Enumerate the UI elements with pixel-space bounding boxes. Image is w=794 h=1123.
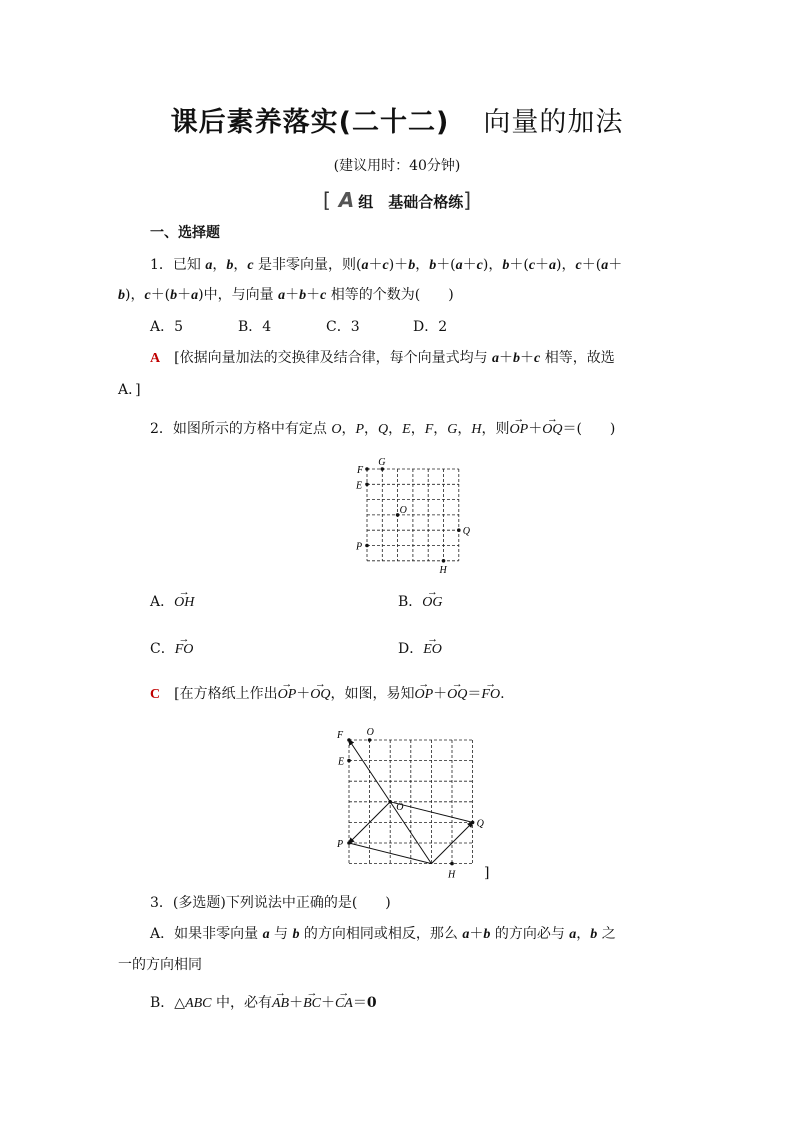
text-segment: a (492, 351, 500, 366)
text-segment: ＋ (177, 287, 192, 303)
text-segment: ＝ (352, 995, 367, 1011)
text-segment: a (455, 258, 463, 273)
q1-option-d (413, 318, 447, 336)
text-segment: b (226, 258, 234, 273)
text-segment: D．2 (413, 319, 448, 335)
section-heading: 一、选择题 (150, 225, 220, 241)
q2-option-b (398, 593, 443, 612)
text-segment: c (575, 258, 582, 273)
text-segment: 0 (366, 995, 377, 1011)
point-label: E (338, 756, 345, 768)
text-segment: ＝ (467, 686, 482, 702)
q1-stem-line1 (150, 256, 622, 275)
q2-option-a (150, 593, 194, 612)
q3-option-b (150, 994, 377, 1013)
bracket-close: ] (463, 188, 472, 212)
text-segment: ， (576, 926, 591, 942)
text-segment: 相等的个数为( ) (326, 287, 454, 303)
text-segment: ＋ (608, 257, 623, 273)
grid-figure-question (345, 455, 485, 580)
text-segment: a (205, 258, 213, 273)
point-marker (365, 483, 369, 487)
vector-notation: → FO (481, 686, 500, 704)
text-segment: b (429, 258, 437, 273)
point-label: G (378, 457, 386, 468)
text-segment: 的方向必与 (490, 926, 570, 942)
vector-notation: → OP (510, 421, 529, 439)
text-segment: ＋ (368, 257, 383, 273)
text-segment: c (528, 258, 536, 273)
grid-figure-solution (330, 722, 495, 882)
text-segment: a (601, 258, 609, 273)
text-segment: b (299, 288, 307, 303)
vector-notation: → OG (422, 594, 442, 612)
text-segment: b (483, 927, 491, 942)
text-segment: ， (388, 421, 403, 437)
point-marker (365, 467, 369, 471)
text-segment: G (447, 422, 458, 437)
text-segment: ＋ (462, 257, 477, 273)
text-segment: ＋( (436, 257, 456, 273)
point-label: P (356, 541, 363, 553)
vector-notation: → OP (415, 686, 434, 704)
answer-letter: A (150, 351, 161, 366)
text-segment: c (320, 288, 327, 303)
title-topic: 向量的加法 (483, 107, 624, 138)
text-segment: ＋ (289, 995, 304, 1011)
text-segment: ＋( (581, 257, 602, 273)
text-segment: ] (484, 865, 490, 881)
text-segment: b (408, 258, 416, 273)
text-segment: ＋ (296, 686, 311, 702)
text-segment: a (462, 927, 470, 942)
q1-answer (150, 349, 615, 368)
text-segment: ，则 (481, 421, 510, 437)
vector-notation: → OQ (447, 686, 467, 704)
text-segment: A． (150, 594, 175, 610)
text-segment: H (471, 422, 482, 437)
point-marker (365, 544, 369, 548)
text-segment: 是非零向量，则( (253, 257, 362, 273)
point-label: P (337, 839, 344, 850)
text-segment: 与 (269, 926, 293, 942)
text-segment: A．5 (150, 319, 184, 335)
point-label: O (399, 504, 407, 516)
point-marker (347, 759, 351, 763)
text-segment: ， (212, 257, 227, 273)
text-segment: B． (398, 594, 423, 610)
text-segment: Q (378, 422, 389, 437)
text-segment: ＋( (509, 257, 529, 273)
text-segment: [在方格纸上作出 (160, 686, 278, 702)
text-segment: c (476, 258, 483, 273)
text-segment: a (549, 258, 557, 273)
text-segment: ＋ (285, 287, 300, 303)
text-segment: )中，与向量 (198, 287, 279, 303)
text-segment: ＋ (499, 350, 514, 366)
point-label: F (357, 465, 364, 476)
text-segment: . (500, 686, 505, 702)
text-segment: ， (415, 257, 430, 273)
vector-notation: → OP (278, 686, 297, 704)
group-header (0, 188, 794, 212)
point-marker (457, 528, 461, 532)
text-segment: ABC (185, 996, 212, 1011)
text-segment: b (292, 927, 300, 942)
text-segment: ＋ (433, 686, 448, 702)
text-segment: 中，必有 (211, 995, 272, 1011)
text-segment: c (382, 258, 389, 273)
text-segment: P (355, 422, 365, 437)
point-label: O (366, 727, 374, 738)
text-segment: 1．已知 (150, 257, 206, 273)
vector-notation: → BC (303, 995, 321, 1013)
text-segment: )， (125, 287, 145, 303)
q2-stem (150, 420, 615, 439)
text-segment: ＋ (535, 257, 550, 273)
text-segment: )＋ (388, 257, 409, 273)
text-segment: c (534, 351, 541, 366)
text-segment: c (144, 288, 151, 303)
text-segment: ， (457, 421, 472, 437)
vector-notation: → FO (175, 641, 194, 659)
point-label: Q (476, 818, 484, 830)
q2-option-c (150, 640, 193, 659)
text-segment: 3．(多选题)下列说法中正确的是( ) (150, 895, 391, 911)
text-segment: a (278, 288, 286, 303)
page-title (0, 100, 794, 139)
text-segment: b (590, 927, 598, 942)
point-label: F (337, 730, 344, 741)
text-segment: E (402, 422, 411, 437)
text-segment: F (424, 422, 434, 437)
text-segment: b (513, 351, 521, 366)
text-segment: 之 (597, 926, 616, 942)
text-segment: ＋ (520, 350, 535, 366)
q2-answer (150, 685, 505, 704)
text-segment: ， (341, 421, 356, 437)
text-segment: b (502, 258, 510, 273)
vector-notation: → OQ (310, 686, 330, 704)
text-segment: a (361, 258, 369, 273)
q1-option-c (326, 318, 360, 336)
q2-option-d (398, 640, 442, 659)
text-segment: ＋ (306, 287, 321, 303)
text-segment: ， (233, 257, 248, 273)
vector-notation: → OH (174, 594, 194, 612)
q1-stem-line2 (118, 286, 454, 305)
vector-notation: → AB (272, 995, 289, 1013)
text-segment: 相等，故选 (540, 350, 615, 366)
point-label: Q (462, 526, 471, 538)
text-segment: [依据向量加法的交换律及结合律，每个向量式均与 (160, 350, 493, 366)
text-segment: B．4 (238, 319, 272, 335)
text-segment: ，如图，易知 (330, 686, 415, 702)
q1-option-a (150, 318, 183, 336)
text-segment: ＋ (469, 926, 484, 942)
vector-notation: → OQ (542, 421, 562, 439)
point-label: O (396, 801, 404, 813)
text-segment: ， (364, 421, 379, 437)
q3-option-a-cont (118, 956, 202, 974)
text-segment: ， (433, 421, 448, 437)
text-segment: 2．如图所示的方格中有定点 (150, 421, 332, 437)
group-letter: A (338, 188, 355, 212)
point-marker (442, 559, 446, 563)
answer-letter: C (150, 687, 161, 702)
point-marker (450, 862, 454, 866)
point-label: H (439, 564, 447, 576)
text-segment: ， (410, 421, 425, 437)
text-segment: C． (150, 641, 175, 657)
bracket-open: [ (322, 188, 331, 212)
suggested-time: (建议用时：40分钟) (333, 158, 461, 174)
text-segment: A．] (118, 382, 141, 398)
point-marker (368, 738, 372, 742)
text-segment: c (247, 258, 254, 273)
vector-notation: → EO (423, 641, 442, 659)
text-segment: a (262, 927, 270, 942)
text-segment: b (170, 288, 178, 303)
text-segment: 的方向相同或相反，那么 (299, 926, 463, 942)
text-segment: ＝( ) (562, 421, 616, 437)
q3-stem (150, 894, 391, 912)
text-segment: a (191, 288, 199, 303)
text-segment: )， (556, 257, 576, 273)
q3-option-a (150, 925, 616, 944)
group-label: 组 基础合格练 (358, 193, 464, 211)
text-segment: B．△ (150, 995, 186, 1011)
text-segment: ＋ (528, 421, 543, 437)
text-segment: ＋( (150, 287, 171, 303)
text-segment: O (331, 422, 342, 437)
text-segment: A．如果非零向量 (150, 926, 263, 942)
point-label: E (356, 480, 363, 492)
text-segment: )， (482, 257, 503, 273)
q1-option-b (238, 318, 271, 336)
text-segment: ＋ (320, 995, 335, 1011)
q1-answer-cont (118, 381, 141, 399)
text-segment: C．3 (326, 319, 360, 335)
title-main: 课后素养落实(二十二) (170, 107, 450, 138)
text-segment: a (569, 927, 577, 942)
point-label: H (448, 869, 456, 881)
vector-notation: → CA (335, 995, 353, 1013)
text-segment: b (118, 288, 125, 303)
text-segment: 一的方向相同 (118, 957, 202, 973)
text-segment: D． (398, 641, 424, 657)
